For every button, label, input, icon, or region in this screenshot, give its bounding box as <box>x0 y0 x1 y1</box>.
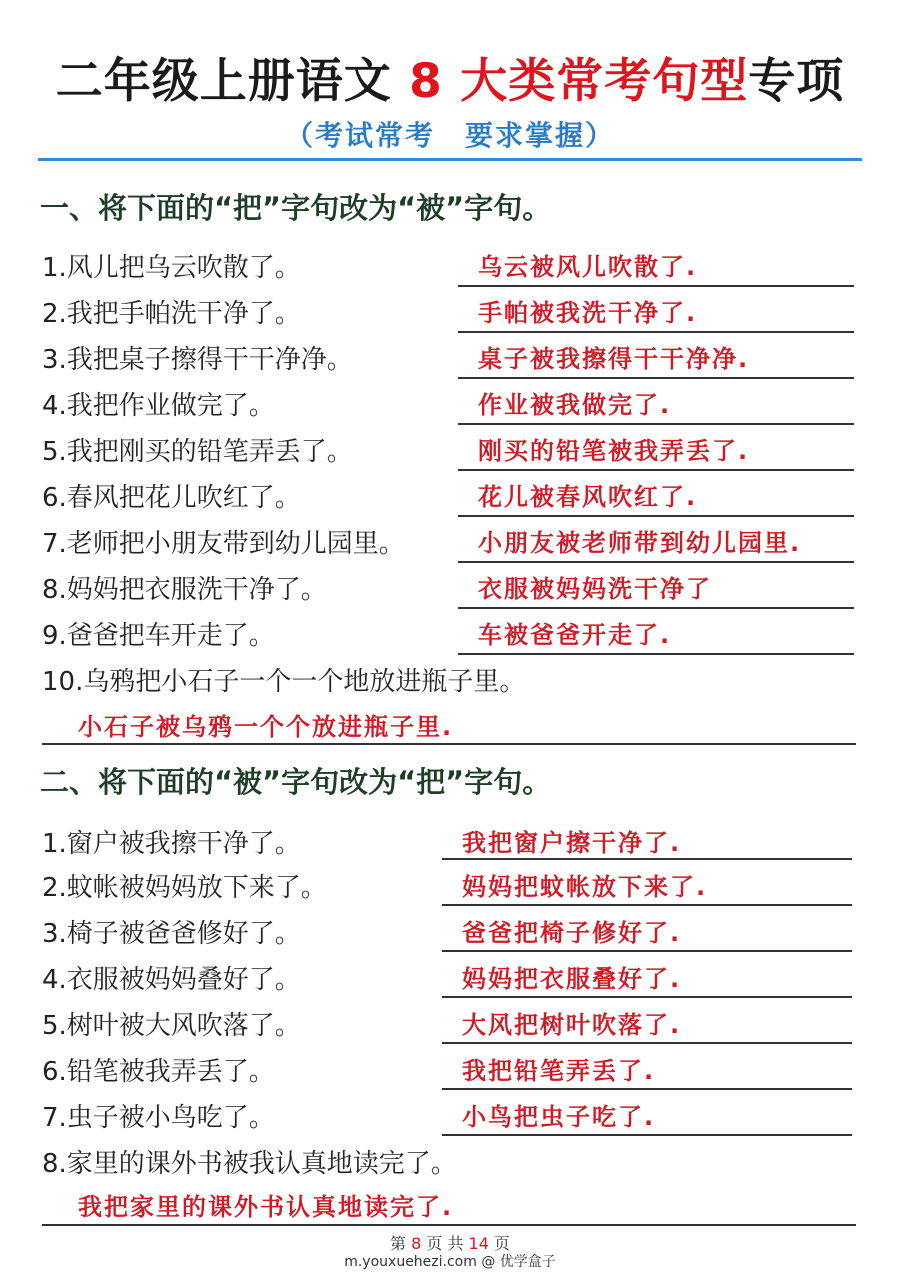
s1-question-10: 10.乌鸦把小石子一个一个地放进瓶子里。 <box>42 667 526 697</box>
s1-answer-line-2 <box>458 331 854 333</box>
s2-question-4: 4.衣服被妈妈叠好了。 <box>42 965 301 995</box>
s1-question-5: 5.我把刚买的铅笔弄丢了。 <box>42 437 353 467</box>
s1-answer-10: 小石子被乌鸦一个个放进瓶子里. <box>78 713 454 741</box>
s2-answer-line-3 <box>442 950 852 952</box>
s2-answer-line-7 <box>442 1134 852 1136</box>
section2-heading: 二、将下面的“被”字句改为“把”字句。 <box>40 765 552 799</box>
s1-answer-3: 桌子被我擦得干干净净. <box>478 345 750 373</box>
page-title <box>0 52 900 112</box>
s2-answer-1: 我把窗户擦干净了. <box>462 829 682 857</box>
s1-answer-1: 乌云被风儿吹散了. <box>478 253 698 281</box>
s1-question-4: 4.我把作业做完了。 <box>42 391 275 421</box>
s2-answer-line-4 <box>442 996 852 998</box>
s1-answer-line-8 <box>458 607 854 609</box>
s1-answer-line-1 <box>458 285 854 287</box>
s2-answer-2: 妈妈把蚊帐放下来了. <box>462 873 708 901</box>
s2-answer-5: 大风把树叶吹落了. <box>462 1011 682 1039</box>
s2-answer-6: 我把铅笔弄丢了. <box>462 1057 656 1085</box>
watermark-text: m.youxuehezi.com @ 优学盒子 <box>344 1254 556 1270</box>
s2-answer-line-1 <box>442 858 852 860</box>
s2-answer-4: 妈妈把衣服叠好了. <box>462 965 682 993</box>
s2-answer-8: 我把家里的课外书认真地读完了. <box>78 1193 454 1221</box>
s1-question-2: 2.我把手帕洗干净了。 <box>42 299 301 329</box>
s1-answer-line-4 <box>458 423 854 425</box>
s1-answer-8: 衣服被妈妈洗干净了 <box>478 575 712 603</box>
total-pages: 14 <box>468 1234 489 1253</box>
s1-answer-6: 花儿被春风吹红了. <box>478 483 698 511</box>
page-subtitle: （考试常考 要求掌握） <box>284 119 615 152</box>
s1-question-7: 7.老师把小朋友带到幼儿园里。 <box>42 529 405 559</box>
s2-question-1: 1.窗户被我擦干净了。 <box>42 829 301 859</box>
s1-answer-line-5 <box>458 469 854 471</box>
s2-question-8: 8.家里的课外书被我认真地读完了。 <box>42 1149 457 1179</box>
s2-answer-line-8 <box>42 1224 856 1226</box>
s1-question-3: 3.我把桌子擦得干干净净。 <box>42 345 353 375</box>
s2-answer-7: 小鸟把虫子吃了. <box>462 1103 656 1131</box>
s2-question-2: 2.蚊帐被妈妈放下来了。 <box>42 873 327 903</box>
section1-heading: 一、将下面的“把”字句改为“被”字句。 <box>40 191 552 225</box>
s1-question-8: 8.妈妈把衣服洗干净了。 <box>42 575 327 605</box>
title-highlight: 大类常考句型 <box>460 54 749 109</box>
s2-question-7: 7.虫子被小鸟吃了。 <box>42 1103 275 1133</box>
s2-answer-line-2 <box>442 904 852 906</box>
title-number: 8 <box>409 54 443 109</box>
title-prefix: 二年级上册语文 <box>55 54 392 109</box>
title-suffix: 专项 <box>748 54 845 109</box>
s1-answer-2: 手帕被我洗干净了. <box>478 299 698 327</box>
s1-answer-line-9 <box>458 653 854 655</box>
s1-answer-9: 车被爸爸开走了. <box>478 621 672 649</box>
s1-answer-5: 刚买的铅笔被我弄丢了. <box>478 437 750 465</box>
s2-question-3: 3.椅子被爸爸修好了。 <box>42 919 301 949</box>
s1-question-9: 9.爸爸把车开走了。 <box>42 621 275 651</box>
s1-question-1: 1.风儿把乌云吹散了。 <box>42 253 301 283</box>
s1-answer-7: 小朋友被老师带到幼儿园里. <box>478 529 802 557</box>
s1-question-6: 6.春风把花儿吹红了。 <box>42 483 301 513</box>
s2-answer-line-5 <box>442 1042 852 1044</box>
s1-answer-line-7 <box>458 561 854 563</box>
s2-answer-3: 爸爸把椅子修好了. <box>462 919 682 947</box>
page-number: 第 8 页 共 14 页 <box>389 1234 511 1253</box>
s1-answer-line-6 <box>458 515 854 517</box>
s2-question-6: 6.铅笔被我弄丢了。 <box>42 1057 275 1087</box>
s2-question-5: 5.树叶被大风吹落了。 <box>42 1011 301 1041</box>
s1-answer-line-10 <box>42 743 856 745</box>
s1-answer-line-3 <box>458 377 854 379</box>
title-divider <box>38 158 862 161</box>
s2-answer-line-6 <box>442 1088 852 1090</box>
current-page: 8 <box>411 1234 422 1253</box>
s1-answer-4: 作业被我做完了. <box>478 391 672 419</box>
